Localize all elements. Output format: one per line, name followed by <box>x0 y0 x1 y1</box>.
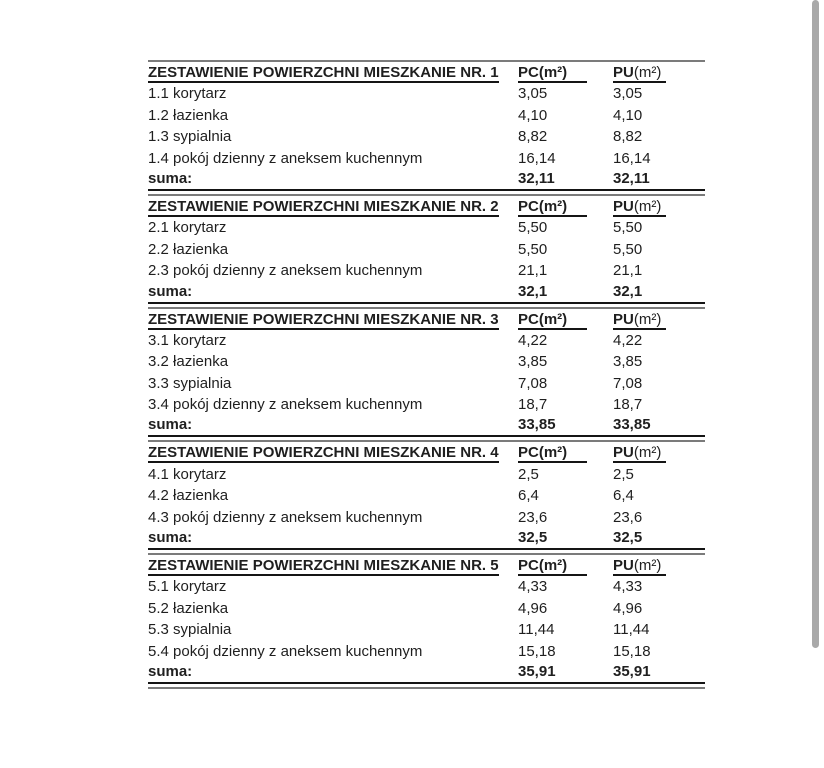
suma-label: suma: <box>148 662 193 680</box>
room-pc-value: 18,7 <box>518 396 548 414</box>
suma-pc-value: 32,11 <box>518 169 555 187</box>
col-header-pc-cell <box>518 196 613 217</box>
room-label: 1.1 korytarz <box>148 85 227 103</box>
suma-row <box>148 282 705 304</box>
room-label: 3.4 pokój dzienny z aneksem kuchennym <box>148 396 423 414</box>
room-label: 2.1 korytarz <box>148 219 227 237</box>
section-title-cell <box>148 196 518 217</box>
room-pu-value: 4,96 <box>613 599 643 617</box>
col-header-pu-unit: (m²) <box>633 557 662 575</box>
section-header-row <box>148 555 705 576</box>
room-pu-value: 11,44 <box>613 621 650 639</box>
room-pc-value: 4,96 <box>518 599 548 617</box>
room-row <box>148 148 705 169</box>
suma-row <box>148 662 705 684</box>
room-pu-value: 2,5 <box>613 465 634 483</box>
section-title: ZESTAWIENIE POWIERZCHNI MIESZKANIE NR. 2 <box>148 197 499 215</box>
room-row <box>148 507 705 528</box>
suma-row <box>148 169 705 191</box>
col-header-pu-label: PU <box>613 197 634 215</box>
section-header-row <box>148 442 705 463</box>
room-pu-value: 15,18 <box>613 642 651 660</box>
scrollbar-thumb[interactable] <box>812 0 819 648</box>
room-pc-value: 23,6 <box>518 508 548 526</box>
col-header-pu-label: PU <box>613 557 634 575</box>
room-pc-value: 4,33 <box>518 578 548 596</box>
room-pu-value: 5,50 <box>613 219 643 237</box>
col-header-pc: PC(m²) <box>518 65 587 83</box>
apartment-section <box>148 440 705 550</box>
room-row <box>148 641 705 662</box>
room-pu-value: 18,7 <box>613 396 643 414</box>
apartment-section <box>148 194 705 304</box>
room-pu-value: 21,1 <box>613 262 643 280</box>
section-header-row <box>148 62 705 83</box>
col-header-pc-cell <box>518 442 613 463</box>
table-bottom-rule <box>148 687 705 689</box>
apartment-section <box>148 307 705 438</box>
col-header-pu <box>613 312 666 330</box>
room-label: 5.3 sypialnia <box>148 621 232 639</box>
room-label: 5.1 korytarz <box>148 578 227 596</box>
room-label: 2.2 łazienka <box>148 240 229 258</box>
suma-pc-value: 33,85 <box>518 416 556 434</box>
room-row <box>148 105 705 126</box>
room-pc-value: 8,82 <box>518 128 548 146</box>
room-row <box>148 576 705 597</box>
suma-pc-value: 32,5 <box>518 529 548 547</box>
room-row <box>148 351 705 372</box>
room-pc-value: 5,50 <box>518 219 548 237</box>
col-header-pu <box>613 445 666 463</box>
suma-row <box>148 415 705 437</box>
room-pc-value: 5,50 <box>518 240 548 258</box>
col-header-pu <box>613 199 666 217</box>
room-row <box>148 83 705 104</box>
suma-label: suma: <box>148 416 193 434</box>
suma-label: suma: <box>148 282 193 300</box>
table-sections <box>148 60 705 684</box>
suma-pu-value: 32,11 <box>613 169 650 187</box>
section-title: ZESTAWIENIE POWIERZCHNI MIESZKANIE NR. 5 <box>148 557 499 575</box>
col-header-pc: PC(m²) <box>518 445 587 463</box>
col-header-pu-cell <box>613 555 705 576</box>
room-pu-value: 16,14 <box>613 149 651 167</box>
section-title: ZESTAWIENIE POWIERZCHNI MIESZKANIE NR. 4 <box>148 444 499 462</box>
room-label: 4.1 korytarz <box>148 465 227 483</box>
room-row <box>148 260 705 281</box>
room-pc-value: 21,1 <box>518 262 548 280</box>
room-pc-value: 3,85 <box>518 353 548 371</box>
room-row <box>148 126 705 147</box>
suma-pc-value: 35,91 <box>518 662 556 680</box>
room-pc-value: 4,10 <box>518 106 548 124</box>
room-row <box>148 239 705 260</box>
room-label: 1.3 sypialnia <box>148 128 232 146</box>
section-header-row <box>148 309 705 330</box>
room-row <box>148 330 705 351</box>
room-label: 3.2 łazienka <box>148 353 229 371</box>
section-header-row <box>148 196 705 217</box>
col-header-pu <box>613 65 666 83</box>
col-header-pu-label: PU <box>613 444 634 462</box>
room-pc-value: 6,4 <box>518 487 539 505</box>
room-label: 3.1 korytarz <box>148 331 227 349</box>
room-pu-value: 7,08 <box>613 374 643 392</box>
room-pc-value: 16,14 <box>518 149 556 167</box>
room-label: 3.3 sypialnia <box>148 374 232 392</box>
suma-pu-value: 32,5 <box>613 529 643 547</box>
section-title-cell <box>148 62 518 83</box>
room-pc-value: 15,18 <box>518 642 556 660</box>
col-header-pu-unit: (m²) <box>633 310 662 328</box>
section-title: ZESTAWIENIE POWIERZCHNI MIESZKANIE NR. 3 <box>148 310 499 328</box>
section-title-cell <box>148 442 518 463</box>
room-label: 5.2 łazienka <box>148 599 229 617</box>
room-pc-value: 2,5 <box>518 465 539 483</box>
room-pc-value: 7,08 <box>518 374 548 392</box>
col-header-pu-unit: (m²) <box>633 444 662 462</box>
room-pu-value: 3,05 <box>613 85 643 103</box>
section-title-cell <box>148 309 518 330</box>
room-row <box>148 217 705 238</box>
room-pc-value: 11,44 <box>518 621 555 639</box>
apartment-section <box>148 60 705 191</box>
col-header-pu-label: PU <box>613 64 634 81</box>
suma-pu-value: 35,91 <box>613 662 651 680</box>
apartment-section <box>148 553 705 684</box>
room-label: 1.4 pokój dzienny z aneksem kuchennym <box>148 149 423 167</box>
suma-pu-value: 33,85 <box>613 416 651 434</box>
room-pu-value: 3,85 <box>613 353 643 371</box>
col-header-pu-cell <box>613 309 705 330</box>
col-header-pu-unit: (m²) <box>633 64 662 81</box>
room-pu-value: 5,50 <box>613 240 643 258</box>
room-pu-value: 4,22 <box>613 331 643 349</box>
col-header-pu-unit: (m²) <box>633 197 662 215</box>
col-header-pc-cell <box>518 309 613 330</box>
col-header-pu <box>613 558 666 576</box>
room-row <box>148 373 705 394</box>
room-label: 4.2 łazienka <box>148 487 229 505</box>
room-label: 4.3 pokój dzienny z aneksem kuchennym <box>148 508 423 526</box>
room-row <box>148 598 705 619</box>
col-header-pc-cell <box>518 555 613 576</box>
col-header-pc: PC(m²) <box>518 558 587 576</box>
section-title-cell <box>148 555 518 576</box>
room-row <box>148 464 705 485</box>
col-header-pc: PC(m²) <box>518 312 587 330</box>
room-label: 1.2 łazienka <box>148 106 229 124</box>
col-header-pc-cell <box>518 62 613 83</box>
section-title: ZESTAWIENIE POWIERZCHNI MIESZKANIE NR. 1 <box>148 64 499 81</box>
suma-pc-value: 32,1 <box>518 282 548 300</box>
room-pu-value: 4,10 <box>613 106 643 124</box>
col-header-pu-cell <box>613 442 705 463</box>
suma-label: suma: <box>148 529 193 547</box>
room-pu-value: 8,82 <box>613 128 643 146</box>
room-label: 2.3 pokój dzienny z aneksem kuchennym <box>148 262 423 280</box>
suma-label: suma: <box>148 169 193 187</box>
suma-pu-value: 32,1 <box>613 282 643 300</box>
col-header-pu-cell <box>613 196 705 217</box>
area-summary-table <box>148 60 705 689</box>
room-pu-value: 6,4 <box>613 487 634 505</box>
room-pu-value: 23,6 <box>613 508 643 526</box>
room-pu-value: 4,33 <box>613 578 643 596</box>
room-row <box>148 619 705 640</box>
room-label: 5.4 pokój dzienny z aneksem kuchennym <box>148 642 423 660</box>
suma-row <box>148 528 705 550</box>
col-header-pu-label: PU <box>613 310 634 328</box>
room-pc-value: 3,05 <box>518 85 548 103</box>
col-header-pu-cell <box>613 62 705 83</box>
room-row <box>148 485 705 506</box>
col-header-pc: PC(m²) <box>518 199 587 217</box>
room-pc-value: 4,22 <box>518 331 548 349</box>
room-row <box>148 394 705 415</box>
